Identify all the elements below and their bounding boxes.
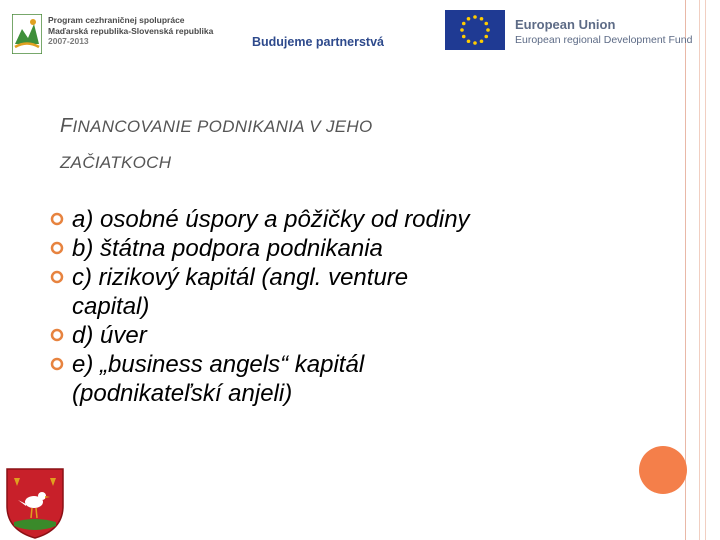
eu-star <box>484 22 488 26</box>
bullet-text-continued: capital) <box>72 293 150 320</box>
eu-star <box>462 22 466 26</box>
eu-label <box>515 17 692 46</box>
partnership-slogan: Budujeme partnerstvá <box>252 35 384 49</box>
bullet-icon <box>50 212 64 226</box>
title-line1: INANCOVANIE PODNIKANIA V JEHO <box>72 117 373 136</box>
coat-of-arms-icon <box>4 466 66 540</box>
eu-star <box>467 39 471 43</box>
bullet-icon <box>50 241 64 255</box>
title-line2: ZAČIATKOCH <box>60 153 172 172</box>
bullet-text: e) „business angels“ kapitál <box>72 351 365 378</box>
eu-star <box>486 28 490 32</box>
program-logo <box>12 14 42 54</box>
bullet-text: c) rizikový kapitál (angl. venture <box>72 264 409 291</box>
bullet-icon <box>50 357 64 371</box>
program-line: Program cezhraničnej spolupráce <box>48 15 185 25</box>
eu-star <box>473 15 477 19</box>
border-line <box>699 0 700 540</box>
bullet-icon <box>50 328 64 342</box>
list-item <box>50 263 650 321</box>
program-dates: 2007-2013 <box>48 36 89 46</box>
list-item <box>50 205 650 234</box>
list-item <box>50 234 650 263</box>
program-line: Maďarská republika-Slovenská republika <box>48 25 214 36</box>
slide-border <box>685 0 720 540</box>
list-item <box>50 350 650 408</box>
program-text <box>48 15 213 47</box>
eu-star <box>467 17 471 21</box>
bullet-text: a) osobné úspory a pôžičky od rodiny <box>72 206 470 233</box>
eu-star <box>480 39 484 43</box>
eu-star <box>480 17 484 21</box>
bullet-text: b) štátna podpora podnikania <box>72 235 383 262</box>
bullet-text: d) úver <box>72 322 147 349</box>
eu-star <box>473 41 477 45</box>
eu-star <box>462 35 466 39</box>
bullet-text-continued: (podnikateľskí anjeli) <box>72 380 293 407</box>
title-initial: F <box>60 115 73 137</box>
header-logos <box>0 0 693 70</box>
eu-subtitle: European regional Development Fund <box>515 34 693 46</box>
bullet-icon <box>50 270 64 284</box>
eu-flag-icon <box>445 10 505 50</box>
eu-title: European Union <box>515 17 616 32</box>
decorative-circle <box>639 446 687 494</box>
slide-title <box>60 108 580 181</box>
border-line <box>705 0 706 540</box>
eu-star <box>460 28 464 32</box>
bullet-list <box>50 205 650 408</box>
list-item <box>50 321 650 350</box>
eu-star <box>484 35 488 39</box>
